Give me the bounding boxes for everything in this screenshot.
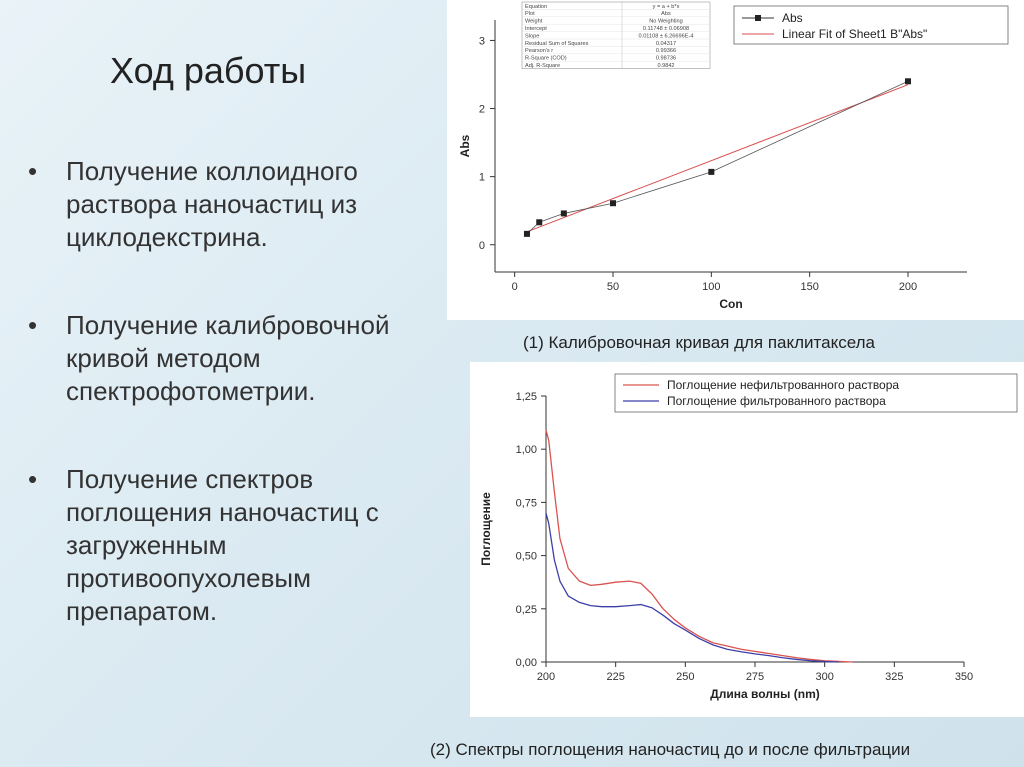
data-point [561,210,567,216]
y-axis-label: Abs [458,134,472,158]
x-tick-label: 150 [800,281,819,293]
spectra-caption: (2) Спектры поглощения наночастиц до и после фильтрации [430,740,911,759]
data-point [524,231,530,237]
y-tick-label: 3 [478,35,485,48]
y-tick-label: 0,00 [515,657,537,669]
x-tick-label: 200 [536,671,556,683]
y-tick-label: 0,25 [515,603,537,616]
data-point [610,200,616,206]
bullet-list [28,155,448,628]
stats-table-value: 0.98736 [655,55,677,62]
y-tick-label: 1,25 [515,391,537,403]
legend-label: Поглощение нефильтрованного раствора [667,378,900,392]
stats-table-value: No Weighting [649,18,683,25]
stats-table-key: Pearson's r [525,48,554,55]
bullet-item: • Получение коллоидного раствора наночастиц из циклодекстрина. [28,155,448,254]
y-tick-label: 0 [478,239,485,252]
calibration-caption: (1) Калибровочная кривая для паклитаксела [523,333,875,352]
x-tick-label: 225 [606,671,625,683]
x-tick-label: 50 [606,281,620,293]
bullet-item: • Получение калибровочной кривой методом спектрофотометрии. [28,309,448,408]
stats-table-key: Adj. R-Square [525,63,561,69]
bullet-item: • Получение спектров поглощения наночастиц с загруженным противоопухолевым препаратом. [28,463,448,628]
y-tick-label: 1,00 [515,444,537,457]
x-tick-label: 350 [954,671,974,683]
data-point [905,78,911,84]
y-tick-label: 0,50 [515,550,537,563]
x-tick-label: 275 [745,671,765,683]
stats-table-key: R-Square (COD) [525,55,567,62]
x-tick-label: 100 [702,281,721,293]
spectra-chart-panel [470,362,1024,717]
stats-table-key: Equation [525,3,548,10]
slide-title: Ход работы [110,50,307,91]
stats-table-value: 0.99366 [655,48,677,55]
legend-label: Abs [782,11,803,25]
y-tick-label: 0,75 [515,497,537,510]
stats-table-key: Weight [525,18,543,25]
stats-table-value: y = a + b*x [652,3,680,10]
stats-table-value: Abs [661,11,671,18]
series-line [546,430,853,662]
stats-table-value: 0.01108 ± 6.26696E-4 [638,33,694,40]
stats-table-value: 0.04317 [655,40,677,47]
data-point [536,219,542,225]
x-axis-label: Con [719,297,743,311]
y-tick-label: 1 [478,171,485,184]
series-line [546,513,839,662]
x-tick-label: 250 [676,671,695,683]
spectra-chart [470,362,1024,717]
x-axis-label: Длина волны (nm) [710,687,820,701]
x-tick-label: 300 [815,671,834,683]
calibration-chart [447,0,1024,320]
data-point [708,169,714,175]
stats-table-key: Slope [525,33,540,40]
stats-table-key: Plot [525,11,535,18]
legend-marker [755,15,761,21]
x-tick-label: 0 [511,281,518,293]
x-tick-label: 200 [898,281,918,293]
stats-table-value: 0.11748 ± 0.06908 [642,26,690,32]
stats-table-key: Residual Sum of Squares [525,40,589,47]
legend-label: Linear Fit of Sheet1 B"Abs" [782,27,928,41]
y-tick-label: 2 [478,103,485,116]
y-axis-label: Поглощение [479,492,493,566]
calibration-chart-panel [447,0,1024,320]
stats-table-value: 0.9842 [657,63,675,69]
data-line [527,81,908,234]
fit-line [527,85,908,232]
x-tick-label: 325 [885,671,904,683]
stats-table-key: Intercept [525,26,547,32]
legend-label: Поглощение фильтрованного раствора [667,394,886,408]
